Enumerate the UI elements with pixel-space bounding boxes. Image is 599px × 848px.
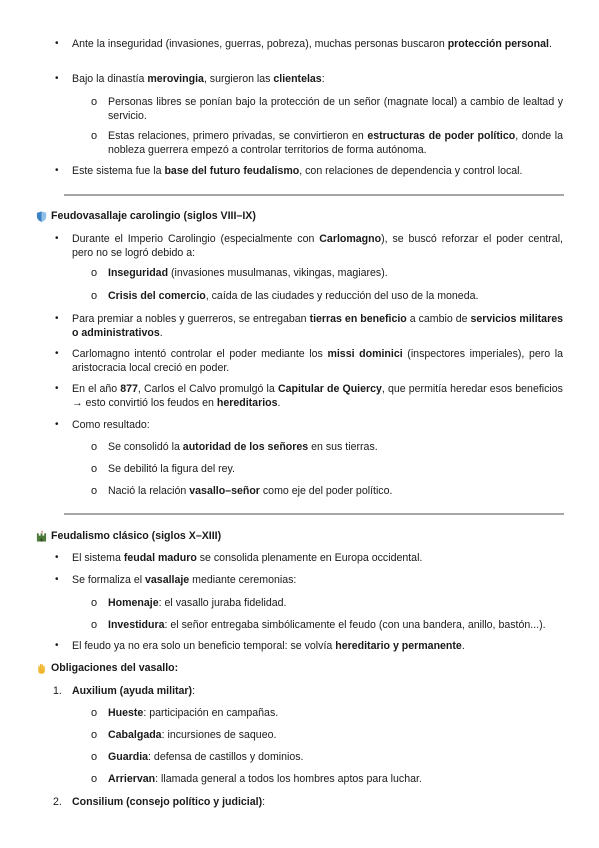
list-item: • Como resultado: [55,419,150,431]
list-item: o Homenaje: el vasallo juraba fidelidad. [91,597,287,609]
circle-bullet-icon: o [91,597,98,609]
circle-bullet-icon: o [91,463,98,475]
circle-bullet-icon: o [91,130,98,142]
list-item: • Este sistema fue la base del futuro feudalismo, con relaciones de dependencia y control local. [55,165,523,177]
circle-bullet-icon: o [91,707,98,719]
bullet-icon: • [55,383,59,394]
list-item: 2. Consilium (consejo político y judicial): [53,796,266,808]
list-item: o Cabalgada: incursiones de saqueo. [91,729,277,741]
list-item: o Inseguridad (invasiones musulmanas, vikingas, magiares). [91,267,388,279]
list-item: • El sistema feudal maduro se consolida plenamente en Europa occidental. [55,552,423,564]
list-item: o Investidura: el señor entregaba simbólicamente el feudo (con una bandera, anillo, bastón...). [91,619,546,631]
circle-bullet-icon: o [91,619,98,631]
section-heading [36,209,256,223]
list-item: • Ante la inseguridad (invasiones, guerras, pobreza), muchas personas buscaron protección personal. [55,38,552,50]
list-item: o Estas relaciones, primero privadas, se convirtieron en estructuras de poder político, donde la nobleza guerrera empezó a controlar territorios de forma autónoma. [91,130,563,156]
section-heading [36,529,221,543]
list-item: • En el año 877, Carlos el Calvo promulgó la Capitular de Quiercy, que permitía heredar esos beneficios → esto convirtió los feudos en hereditarios. [55,383,563,409]
circle-bullet-icon: o [91,729,98,741]
list-item: o Arriervan: llamada general a todos los hombres aptos para luchar. [91,773,422,785]
bullet-icon: • [55,640,59,651]
circle-bullet-icon: o [91,751,98,763]
list-item: o Guardia: defensa de castillos y dominios. [91,751,304,763]
section-title: Obligaciones del vasallo: [51,662,179,674]
list-number: 2. [53,796,62,808]
circle-bullet-icon: o [91,441,98,453]
list-item: 1. Auxilium (ayuda militar): [53,685,196,697]
raised-hand-icon [36,663,47,674]
circle-bullet-icon: o [91,290,98,302]
section-divider [64,194,564,196]
bullet-icon: • [55,552,59,563]
bullet-icon: • [55,313,59,324]
bullet-icon: • [55,348,59,359]
shield-icon [36,211,47,222]
list-item: o Se debilitó la figura del rey. [91,463,236,475]
bullet-icon: • [55,419,59,430]
circle-bullet-icon: o [91,267,98,279]
bullet-icon: • [55,165,59,176]
bullet-icon: • [55,38,59,49]
list-item: o Personas libres se ponían bajo la protección de un señor (magnate local) a cambio de lealtad y servicio. [91,96,563,122]
list-item: o Nació la relación vasallo–señor como eje del poder político. [91,485,393,497]
list-item: o Crisis del comercio, caída de las ciudades y reducción del uso de la moneda. [91,290,479,302]
list-item: • Para premiar a nobles y guerreros, se entregaban tierras en beneficio a cambio de servicios militares o administrativos. [55,313,563,339]
bullet-icon: • [55,73,59,84]
circle-bullet-icon: o [91,96,98,108]
bullet-icon: • [55,233,59,244]
section-title: Feudalismo clásico (siglos X–XIII) [51,530,222,542]
list-item: • Se formaliza el vasallaje mediante ceremonias: [55,574,297,586]
list-item: • Bajo la dinastía merovingia, surgieron las clientelas: [55,73,325,85]
list-item: • Carlomagno intentó controlar el poder mediante los missi dominici (inspectores imperiales), pero la aristocracia local creció en poder. [55,348,564,374]
list-item: o Se consolidó la autoridad de los señores en sus tierras. [91,441,378,453]
bullet-icon: • [55,574,59,585]
list-item: • Durante el Imperio Carolingio (especialmente con Carlomagno), se buscó reforzar el poder central, pero no se logró debido a: [55,233,563,259]
list-number: 1. [53,685,62,697]
section-title: Feudovasallaje carolingio (siglos VIII–IX) [51,210,256,222]
list-item: o Hueste: participación en campañas. [91,707,279,719]
section-heading [36,661,178,675]
circle-bullet-icon: o [91,485,98,497]
circle-bullet-icon: o [91,773,98,785]
castle-icon [36,531,47,542]
list-item: • El feudo ya no era solo un beneficio temporal: se volvía hereditario y permanente. [55,640,465,652]
section-divider [64,513,564,515]
